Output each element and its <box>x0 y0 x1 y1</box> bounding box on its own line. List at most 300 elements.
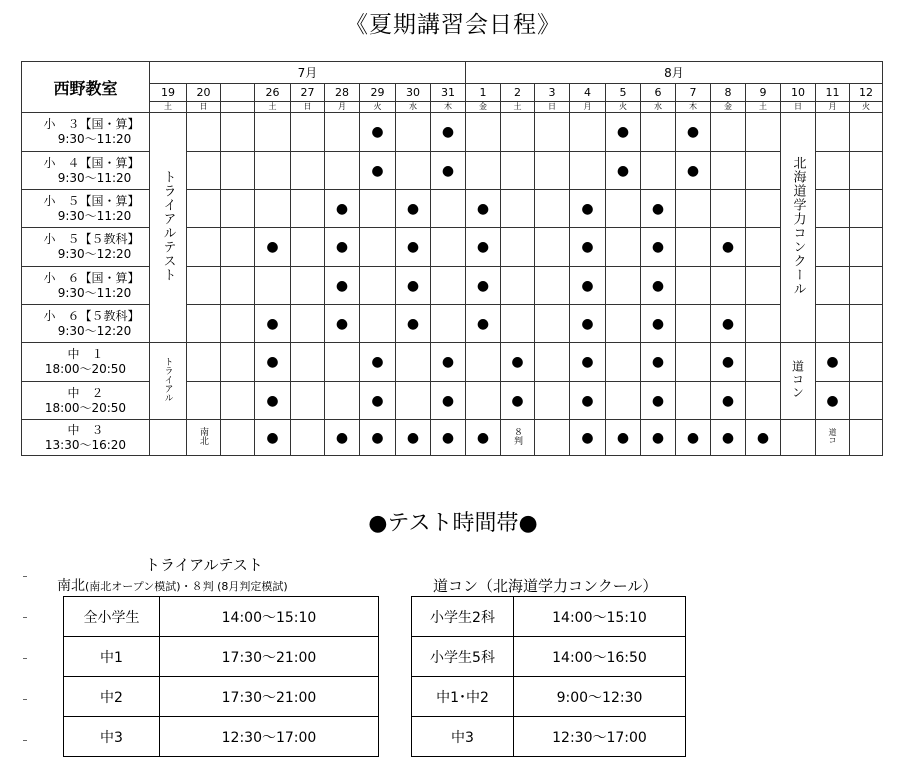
session-dot: ● <box>476 315 490 332</box>
schedule-cell <box>187 190 221 228</box>
schedule-cell <box>606 420 641 456</box>
schedule-cell <box>711 113 746 152</box>
session-dot: ● <box>756 429 770 446</box>
class-name: 中 ２ <box>67 385 104 400</box>
session-dot: ● <box>826 354 839 370</box>
class-row <box>22 420 883 456</box>
schedule-cell <box>641 343 676 382</box>
schedule-cell <box>606 305 641 343</box>
margin-mark <box>23 699 27 700</box>
session-dot: ● <box>476 277 490 294</box>
class-label <box>22 152 150 190</box>
schedule-cell <box>360 113 396 152</box>
schedule-cell <box>501 152 535 190</box>
schedule-cell <box>816 343 850 382</box>
schedule-cell <box>255 382 291 420</box>
schedule-cell <box>570 113 606 152</box>
schedule-cell <box>431 343 466 382</box>
schedule-cell <box>255 152 291 190</box>
grade-cell: 中1 <box>64 637 160 677</box>
time-cell: 14:00～16:50 <box>514 637 686 677</box>
schedule-cell <box>360 190 396 228</box>
schedule-cell <box>396 420 431 456</box>
schedule-cell <box>816 420 850 456</box>
session-dot: ● <box>371 124 384 140</box>
schedule-cell <box>535 113 570 152</box>
schedule-cell <box>431 152 466 190</box>
schedule-cell <box>850 382 883 420</box>
schedule-cell <box>325 152 360 190</box>
class-label <box>22 267 150 305</box>
schedule-cell <box>746 420 781 456</box>
session-dot: ● <box>441 392 455 409</box>
session-dot: ● <box>406 277 420 294</box>
schedule-cell <box>816 152 850 190</box>
class-label <box>22 228 150 267</box>
schedule-cell <box>466 420 501 456</box>
schedule-cell <box>255 343 291 382</box>
day-of-week: 月 <box>325 102 360 113</box>
schedule-cell <box>711 382 746 420</box>
schedule-cell <box>221 190 255 228</box>
schedule-cell <box>466 382 501 420</box>
schedule-cell <box>396 152 431 190</box>
class-name: 中 １ <box>67 347 104 361</box>
schedule-cell <box>711 420 746 456</box>
schedule-cell <box>850 267 883 305</box>
session-dot: ● <box>686 162 700 179</box>
day-number <box>221 84 255 102</box>
class-name: 中 ３ <box>67 422 104 437</box>
session-dot: ● <box>616 162 630 179</box>
time-cell: 14:00～15:10 <box>160 597 379 637</box>
schedule-cell <box>466 152 501 190</box>
day-number: 12 <box>850 84 883 102</box>
time-cell: 14:00～15:10 <box>514 597 686 637</box>
day-number: 11 <box>816 84 850 102</box>
trial-test-vertical: トライアルテスト <box>160 170 176 282</box>
schedule-cell <box>711 305 746 343</box>
schedule-cell <box>187 267 221 305</box>
session-dot: ● <box>476 239 490 255</box>
class-row <box>22 113 883 152</box>
schedule-cell <box>676 267 711 305</box>
schedule-cell <box>711 228 746 267</box>
class-name: 小 ４【国・算】 <box>43 155 140 170</box>
session-dot: ● <box>406 315 420 332</box>
schedule-cell <box>606 382 641 420</box>
session-dot: ● <box>581 315 594 332</box>
schedule-cell <box>396 305 431 343</box>
session-dot: ● <box>721 429 735 446</box>
schedule-cell <box>535 382 570 420</box>
schedule-cell <box>221 382 255 420</box>
schedule-cell <box>746 152 781 190</box>
schedule-cell <box>325 305 360 343</box>
session-dot: ● <box>721 354 735 370</box>
margin-mark <box>23 740 27 741</box>
schedule-cell <box>570 228 606 267</box>
schedule-cell <box>431 267 466 305</box>
session-dot: ● <box>511 354 524 370</box>
schedule-cell <box>187 382 221 420</box>
schedule-cell <box>606 228 641 267</box>
schedule-cell <box>641 113 676 152</box>
schedule-cell <box>221 113 255 152</box>
day-of-week: 日 <box>535 102 570 113</box>
schedule-cell <box>746 113 781 152</box>
schedule-cell <box>396 343 431 382</box>
class-name: 小 ６【５教科】 <box>43 308 140 323</box>
class-time: 9:30～11:20 <box>57 208 132 223</box>
class-time: 9:30～11:20 <box>57 170 132 185</box>
class-time: 18:00～20:50 <box>44 400 127 415</box>
schedule-cell <box>466 190 501 228</box>
session-dot: ● <box>686 429 700 446</box>
time-row <box>412 637 686 677</box>
day-of-week: 火 <box>606 102 641 113</box>
session-dot: ● <box>651 277 665 294</box>
schedule-cell <box>816 113 850 152</box>
class-row <box>22 343 883 382</box>
schedule-cell <box>535 228 570 267</box>
schedule-cell <box>360 228 396 267</box>
schedule-cell <box>606 113 641 152</box>
session-dot: ● <box>651 429 665 446</box>
session-dot: ● <box>581 200 594 217</box>
schedule-cell <box>746 382 781 420</box>
schedule-cell <box>676 228 711 267</box>
schedule-cell <box>325 113 360 152</box>
session-dot: ● <box>266 239 279 255</box>
schedule-cell <box>360 382 396 420</box>
trial-test-merged <box>150 113 187 343</box>
schedule-cell <box>501 305 535 343</box>
schedule-cell <box>466 305 501 343</box>
session-dot: ● <box>266 429 279 446</box>
day-of-week: 土 <box>255 102 291 113</box>
schedule-cell <box>221 152 255 190</box>
margin-mark <box>23 658 27 659</box>
schedule-cell <box>501 267 535 305</box>
grade-cell: 中3 <box>412 717 514 757</box>
schedule-cell <box>291 420 325 456</box>
schedule-cell <box>641 420 676 456</box>
schedule-cell <box>850 190 883 228</box>
dokon-label: 道コン（北海道学力コンクール） <box>433 577 658 595</box>
schedule-cell <box>606 267 641 305</box>
day-number: 6 <box>641 84 676 102</box>
schedule-cell <box>396 228 431 267</box>
schedule-cell <box>535 343 570 382</box>
schedule-cell <box>221 228 255 267</box>
grade-cell: 小学生5科 <box>412 637 514 677</box>
schedule-cell <box>360 305 396 343</box>
schedule-cell <box>570 343 606 382</box>
session-dot: ● <box>476 200 490 217</box>
schedule-cell <box>291 305 325 343</box>
schedule-cell <box>746 343 781 382</box>
class-time: 9:30～12:20 <box>57 247 132 261</box>
day-of-week: 木 <box>431 102 466 113</box>
session-dot: ● <box>616 124 630 140</box>
schedule-cell <box>711 343 746 382</box>
class-label <box>22 420 150 456</box>
schedule-cell <box>606 190 641 228</box>
session-dot: ● <box>266 354 279 370</box>
nanboku-label <box>57 575 288 595</box>
class-name: 小 ５【国・算】 <box>43 193 140 208</box>
schedule-cell <box>291 343 325 382</box>
schedule-cell <box>641 228 676 267</box>
class-label <box>22 190 150 228</box>
class-label <box>22 343 150 382</box>
schedule-cell <box>360 420 396 456</box>
schedule-cell <box>291 228 325 267</box>
schedule-cell <box>641 305 676 343</box>
trial-jr-vertical: トライアル <box>162 357 173 402</box>
session-dot: ● <box>581 239 594 255</box>
month-july: 7月 <box>150 62 466 84</box>
day-number: 31 <box>431 84 466 102</box>
session-dot: ● <box>651 354 665 370</box>
schedule-cell <box>816 382 850 420</box>
schedule-cell <box>255 113 291 152</box>
schedule-cell <box>711 267 746 305</box>
schedule-cell <box>711 152 746 190</box>
schedule-cell <box>641 152 676 190</box>
class-label <box>22 113 150 152</box>
session-dot: ● <box>406 239 420 255</box>
schedule-cell <box>850 305 883 343</box>
dokon-vertical: 北海道学力コンクール <box>790 156 806 296</box>
schedule-cell <box>746 305 781 343</box>
day-number: 3 <box>535 84 570 102</box>
session-dot: ● <box>335 200 349 217</box>
schedule-cell <box>850 113 883 152</box>
schedule-cell <box>501 113 535 152</box>
session-dot: ● <box>335 277 349 294</box>
schedule-cell <box>746 190 781 228</box>
time-row <box>64 637 379 677</box>
day-number: 28 <box>325 84 360 102</box>
schedule-cell <box>676 113 711 152</box>
schedule-cell <box>291 267 325 305</box>
room-name: 西野教室 <box>22 62 150 113</box>
schedule-cell <box>746 267 781 305</box>
schedule-cell <box>850 152 883 190</box>
trial-test-time-table <box>63 596 379 757</box>
schedule-cell <box>291 152 325 190</box>
nanboku-mark: 南北 <box>198 427 208 445</box>
schedule-cell <box>187 152 221 190</box>
schedule-cell <box>570 382 606 420</box>
day-number: 2 <box>501 84 535 102</box>
session-dot: ● <box>335 239 349 255</box>
session-dot: ● <box>511 392 524 409</box>
time-cell: 17:30～21:00 <box>160 677 379 717</box>
session-dot: ● <box>581 354 594 370</box>
grade-cell: 中1･中2 <box>412 677 514 717</box>
day-of-week: 土 <box>150 102 187 113</box>
day-number: 5 <box>606 84 641 102</box>
schedule-cell <box>816 267 850 305</box>
schedule-cell <box>711 190 746 228</box>
session-dot: ● <box>581 429 594 446</box>
schedule-cell <box>746 228 781 267</box>
schedule-cell <box>325 190 360 228</box>
schedule-cell <box>535 152 570 190</box>
class-time: 13:30～16:20 <box>44 437 127 452</box>
dokon-merged <box>781 113 816 343</box>
day-of-week: 水 <box>396 102 431 113</box>
time-row <box>412 677 686 717</box>
schedule-cell <box>221 305 255 343</box>
session-dot: ● <box>335 315 349 332</box>
schedule-cell <box>431 305 466 343</box>
day-of-week: 金 <box>466 102 501 113</box>
schedule-cell <box>325 267 360 305</box>
schedule-cell <box>501 343 535 382</box>
class-name: 小 ６【国・算】 <box>43 270 140 285</box>
session-dot: ● <box>721 239 735 255</box>
day-of-week: 金 <box>711 102 746 113</box>
schedule-cell <box>641 190 676 228</box>
schedule-cell <box>606 343 641 382</box>
day-number: 4 <box>570 84 606 102</box>
day-of-week: 火 <box>850 102 883 113</box>
session-dot: ● <box>651 392 665 409</box>
schedule-cell <box>255 305 291 343</box>
day-of-week: 日 <box>291 102 325 113</box>
schedule-cell <box>466 267 501 305</box>
schedule-cell <box>466 228 501 267</box>
time-row <box>64 677 379 717</box>
schedule-cell <box>676 343 711 382</box>
trial-jr-merged <box>150 343 187 420</box>
schedule-cell <box>325 420 360 456</box>
schedule-cell <box>431 113 466 152</box>
hachihan-mark: ８判 <box>512 427 522 445</box>
schedule-cell <box>676 382 711 420</box>
schedule-cell <box>221 267 255 305</box>
day-number: 8 <box>711 84 746 102</box>
day-of-week: 水 <box>641 102 676 113</box>
day-number: 7 <box>676 84 711 102</box>
schedule-cell <box>325 343 360 382</box>
session-dot: ● <box>581 277 594 294</box>
dokon-small-mark: 道コ <box>828 428 837 444</box>
page-title: 《夏期講習会日程》 <box>345 12 561 38</box>
margin-mark <box>23 576 27 577</box>
day-number: 29 <box>360 84 396 102</box>
schedule-cell <box>431 420 466 456</box>
schedule-cell <box>535 267 570 305</box>
class-time: 9:30～11:20 <box>57 132 132 146</box>
time-row <box>64 597 379 637</box>
class-name: 小 ３【国・算】 <box>43 117 140 131</box>
schedule-cell <box>570 420 606 456</box>
schedule-cell <box>150 420 187 456</box>
schedule-cell <box>396 267 431 305</box>
session-dot: ● <box>441 354 455 370</box>
session-dot: ● <box>441 162 455 179</box>
day-number: 30 <box>396 84 431 102</box>
schedule-cell <box>501 420 535 456</box>
session-dot: ● <box>581 392 594 409</box>
time-cell: 12:30～17:00 <box>160 717 379 757</box>
schedule-cell <box>466 113 501 152</box>
schedule-cell <box>676 305 711 343</box>
margin-mark <box>23 617 27 618</box>
schedule-cell <box>431 382 466 420</box>
schedule-cell <box>501 190 535 228</box>
time-cell: 12:30～17:00 <box>514 717 686 757</box>
schedule-cell <box>360 152 396 190</box>
schedule-cell <box>501 228 535 267</box>
day-of-week: 土 <box>746 102 781 113</box>
schedule-cell <box>221 420 255 456</box>
schedule-cell <box>570 152 606 190</box>
session-dot: ● <box>651 315 665 332</box>
schedule-cell <box>570 267 606 305</box>
day-number: 9 <box>746 84 781 102</box>
schedule-cell <box>255 420 291 456</box>
session-dot: ● <box>616 429 630 446</box>
schedule-cell <box>291 190 325 228</box>
schedule-cell <box>187 343 221 382</box>
session-dot: ● <box>686 124 700 140</box>
session-dot: ● <box>406 200 420 217</box>
schedule-cell <box>187 305 221 343</box>
dokon-jr-merged <box>781 343 816 420</box>
day-of-week: 日 <box>187 102 221 113</box>
day-number: 1 <box>466 84 501 102</box>
day-number: 19 <box>150 84 187 102</box>
session-dot: ● <box>721 392 735 409</box>
class-label <box>22 305 150 343</box>
schedule-table <box>21 61 883 456</box>
schedule-cell <box>325 382 360 420</box>
schedule-cell <box>255 190 291 228</box>
session-dot: ● <box>371 429 384 446</box>
schedule-cell <box>291 382 325 420</box>
session-dot: ● <box>721 315 735 332</box>
schedule-cell <box>676 152 711 190</box>
session-dot: ● <box>266 392 279 409</box>
schedule-cell <box>360 343 396 382</box>
schedule-cell <box>535 305 570 343</box>
class-time: 9:30～12:20 <box>57 323 132 338</box>
class-name: 小 ５【５教科】 <box>43 232 140 246</box>
trial-test-label: トライアルテスト <box>145 556 263 574</box>
schedule-cell <box>535 190 570 228</box>
schedule-cell <box>676 190 711 228</box>
schedule-cell <box>816 190 850 228</box>
schedule-cell <box>850 343 883 382</box>
schedule-cell <box>781 420 816 456</box>
day-of-week: 月 <box>816 102 850 113</box>
day-of-week: 月 <box>570 102 606 113</box>
session-dot: ● <box>371 354 384 370</box>
day-number: 26 <box>255 84 291 102</box>
test-time-heading: ●テスト時間帯● <box>368 511 538 536</box>
grade-cell: 中2 <box>64 677 160 717</box>
time-cell: 9:00～12:30 <box>514 677 686 717</box>
schedule-cell <box>360 267 396 305</box>
schedule-cell <box>850 228 883 267</box>
session-dot: ● <box>335 429 349 446</box>
